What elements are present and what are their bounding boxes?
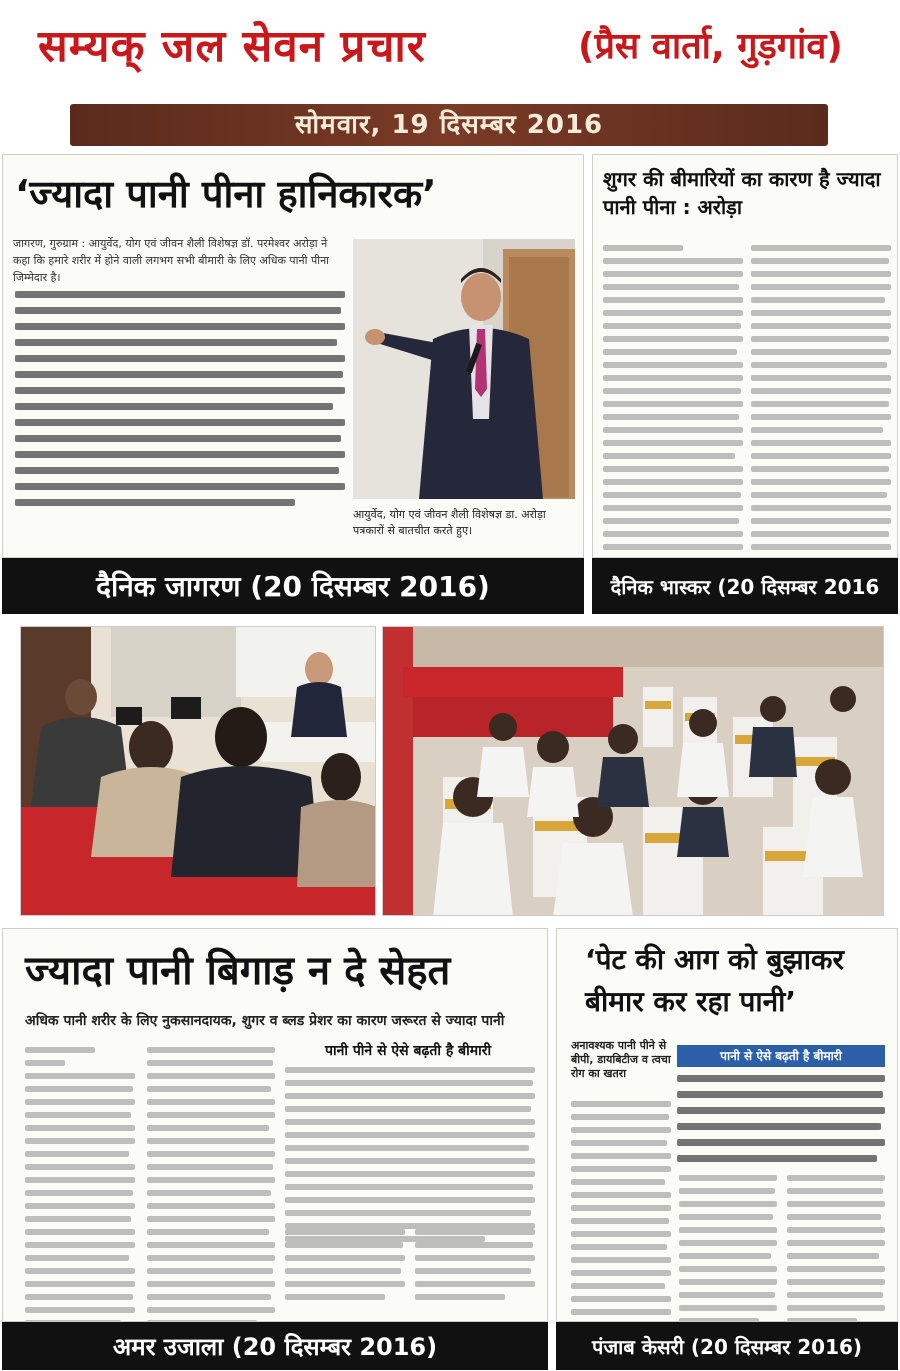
speaker-photo	[353, 239, 575, 499]
punjab-kesari-source-label: पंजाब केसरी (20 दिसम्बर 2016)	[556, 1322, 898, 1370]
punjab-kesari-box-text	[677, 1075, 885, 1171]
jagran-body-text	[15, 291, 345, 515]
bhaskar-clipping	[592, 154, 898, 558]
date-band	[70, 104, 828, 146]
punjab-kesari-column-3	[787, 1175, 885, 1322]
bhaskar-column-1	[603, 245, 743, 558]
masthead	[0, 0, 900, 100]
amar-ujala-subhead: पानी पीने से ऐसे बढ़ती है बीमारी	[325, 1043, 492, 1059]
audience-photo	[382, 626, 884, 916]
bhaskar-source-label: दैनिक भास्कर (20 दिसम्बर 2016	[592, 558, 898, 614]
amar-ujala-headline: ज्यादा पानी बिगाड़ न दे सेहत	[25, 948, 451, 994]
punjab-kesari-headline: ‘पेट की आग को बुझाकर बीमार कर रहा पानी’	[585, 943, 844, 1018]
amar-ujala-clipping	[2, 928, 548, 1322]
punjab-kesari-clipping	[556, 928, 898, 1322]
amar-ujala-column-5	[415, 1229, 535, 1307]
jagran-source-label: दैनिक जागरण (20 दिसम्बर 2016)	[2, 558, 584, 614]
page-title: सम्यक् जल सेवन प्रचार	[38, 21, 426, 72]
punjab-kesari-column-2	[679, 1175, 777, 1322]
jagran-headline: ‘ज्यादा पानी पीना हानिकारक’	[15, 172, 437, 216]
press-conference-photo	[20, 626, 376, 916]
date-text: सोमवार, 19 दिसम्बर 2016	[294, 110, 604, 140]
amar-ujala-column-4	[285, 1229, 405, 1307]
jagran-lede: जागरण, गुरुग्राम : आयुर्वेद, योग एवं जीवन शैली विशेषज्ञ डॉ. परमेश्वर अरोड़ा ने कहा कि हमारे शरीर में होने वाली लगभग सभी बीमारी के लिए अधिक पानी पीना जिम्मेदार है।	[13, 237, 330, 284]
jagran-clipping	[2, 154, 584, 558]
amar-ujala-column-1	[25, 1047, 135, 1322]
bhaskar-headline: शुगर की बीमारियों का कारण है ज्यादा पानी पीना : अरोड़ा	[603, 167, 881, 219]
amar-ujala-column-3	[285, 1067, 535, 1249]
jagran-photo-caption: आयुर्वेद, योग एवं जीवन शैली विशेषज्ञ डा. अरोड़ा पत्रकारों से बातचीत करते हुए।	[353, 508, 546, 537]
punjab-kesari-box-head: पानी से ऐसे बढ़ती है बीमारी	[677, 1045, 885, 1067]
bhaskar-column-2	[751, 245, 891, 558]
page-subtitle: (प्रैस वार्ता, गुड़गांव)	[578, 26, 843, 67]
punjab-kesari-column-1	[571, 1101, 671, 1322]
amar-ujala-deck: अधिक पानी शरीर के लिए नुकसानदायक, शुगर व ब्लड प्रेशर का कारण जरूरत से ज्यादा पानी	[25, 1013, 505, 1029]
punjab-kesari-side-head: अनावश्यक पानी पीने से बीपी, डायबिटीज व त्वचा रोग का खतरा	[571, 1039, 671, 1080]
amar-ujala-column-2	[147, 1047, 275, 1322]
amar-ujala-source-label: अमर उजाला (20 दिसम्बर 2016)	[2, 1322, 548, 1370]
